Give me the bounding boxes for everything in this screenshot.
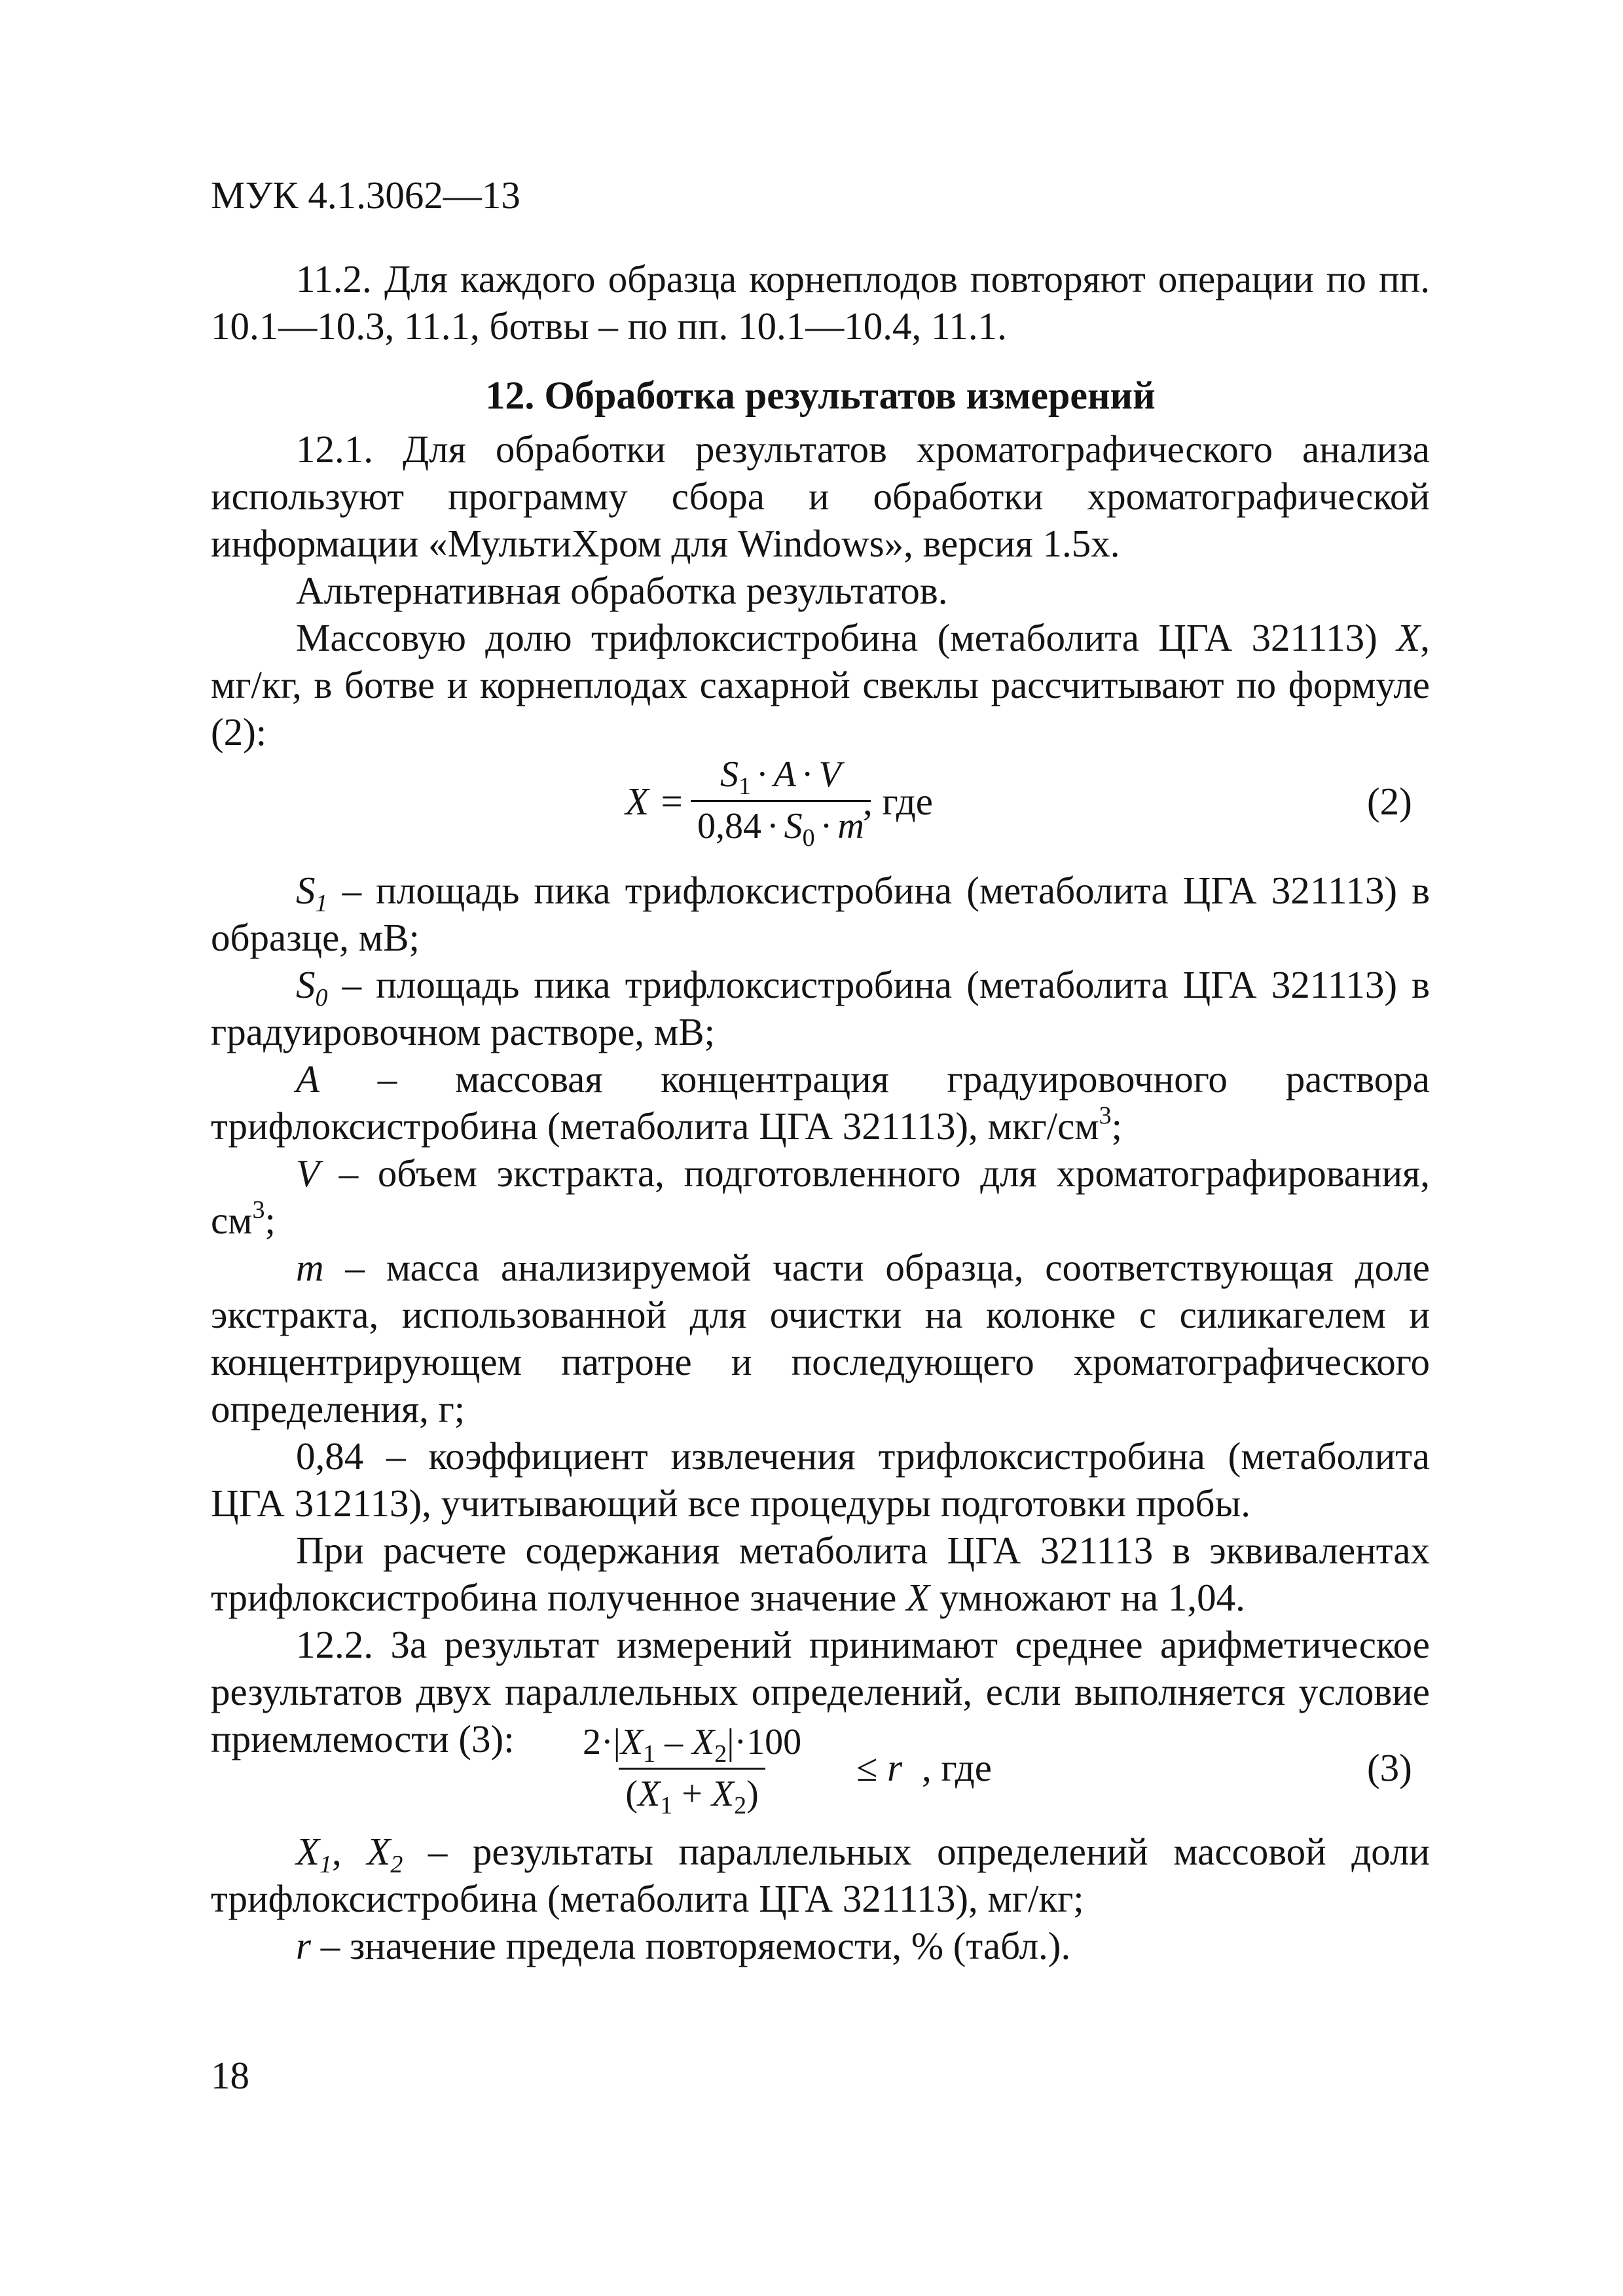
- definition-coefficient: 0,84 – коэффициент извлечения трифлоксистробина (метаболита ЦГА 312113), учитывающий все процедуры подготовки пробы.: [211, 1434, 1430, 1525]
- formula-3-numerator: $2\cdot|X_1 - X_2|\cdot 100$: [583, 1722, 802, 1768]
- paragraph-alternative: Альтернативная обработка результатов.: [296, 569, 948, 612]
- paragraph-12-1: 12.1. Для обработки результатов хроматографического анализа используют программу сбора и обработки хроматографической информации «МультиХром для Windows», версия 1.5х.: [211, 428, 1430, 565]
- formula-3-number: (3): [1367, 1746, 1412, 1789]
- formula-2-fraction: [691, 752, 871, 852]
- definition-v: V – объем экстракта, подготовленного для хроматографирования, $см^3$;: [211, 1152, 1430, 1242]
- definition-a: A – массовая концентрация градуировочного раствора трифлоксистробина (метаболита ЦГА 321113), мкг/$см^3$;: [211, 1057, 1430, 1148]
- definition-m: m – масса анализируемой части образца, соответствующая доле экстракта, использованной для очистки на колонке с силикагелем и концентрирующем патроне и последующего хроматографического определения, г;: [211, 1246, 1430, 1430]
- paragraph-12-2: 12.2. За результат измерений принимают среднее арифметическое результатов двух параллельных определений, если выполняется условие приемлемости (3):: [211, 1623, 1430, 1760]
- formula-3-denominator: $(X_1 + X_2)$: [619, 1768, 765, 1817]
- formula-3-where: , где: [922, 1746, 992, 1789]
- formula-2-where: , где: [863, 780, 933, 823]
- definition-r: r – значение предела повторяемости, % (табл.).: [296, 1924, 1071, 1967]
- definition-s0: $S_0$ – площадь пика трифлоксистробина (метаболита ЦГА 321113) в градуировочном растворе, мВ;: [211, 963, 1430, 1053]
- definition-x1-x2: $X_1$, $X_2$ – результаты параллельных определений массовой доли трифлоксистробина (метаболита ЦГА 321113), мг/кг;: [211, 1830, 1431, 1920]
- paragraph-11-2: 11.2. Для каждого образца корнеплодов повторяют операции по пп. 10.1—10.3, 11.1, ботвы – по пп. 10.1—10.4, 11.1.: [211, 257, 1430, 348]
- formula-3-relation: ≤ r: [856, 1746, 903, 1789]
- formula-2-lhs: X =: [625, 780, 685, 823]
- paragraph-equivalents: При расчете содержания метаболита ЦГА 321113 в эквивалентах трифлоксистробина полученное значение X умножают на 1,04.: [211, 1529, 1430, 1619]
- formula-2-number: (2): [1367, 780, 1412, 823]
- page-number: 18: [211, 2054, 249, 2097]
- document-code: МУК 4.1.3062—13: [211, 173, 520, 217]
- paragraph-mass-fraction: Массовую долю трифлоксистробина (метаболита ЦГА 321113) X, мг/кг, в ботве и корнеплодах сахарной свеклы рассчитывают по формуле (2):: [211, 616, 1430, 754]
- section-heading: 12. Обработка результатов измерений: [485, 374, 1156, 417]
- definition-s1: $S_1$ – площадь пика трифлоксистробина (метаболита ЦГА 321113) в образце, мВ;: [211, 869, 1430, 959]
- formula-2-numerator: $S_1 \cdot A \cdot V$: [720, 754, 841, 800]
- formula-2-denominator: $0,84 \cdot S_0 \cdot m$: [691, 800, 871, 849]
- formula-3-fraction: [576, 1719, 808, 1817]
